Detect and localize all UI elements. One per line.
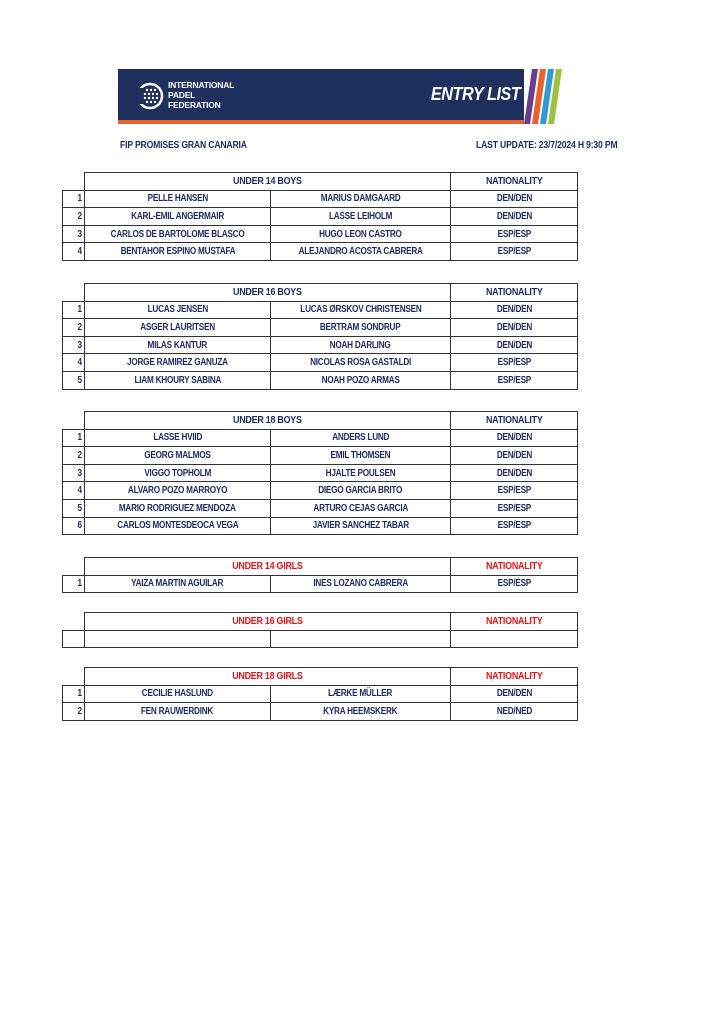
player-1 bbox=[85, 319, 271, 337]
nationality-text: ESP/ESP bbox=[497, 357, 531, 369]
nationality-text: NED/NED bbox=[496, 705, 532, 717]
nationality bbox=[451, 190, 578, 208]
nationality-text: DEN/DEN bbox=[496, 467, 532, 479]
player-1 bbox=[85, 371, 271, 389]
table-row bbox=[63, 371, 578, 389]
nationality bbox=[451, 482, 578, 500]
row-number bbox=[63, 575, 85, 593]
org-line-1: INTERNATIONAL bbox=[168, 80, 235, 90]
fip-logo-icon bbox=[136, 79, 164, 113]
player-1 bbox=[85, 517, 271, 535]
row-number-text: 4 bbox=[77, 246, 82, 258]
nationality bbox=[451, 447, 578, 465]
section-title bbox=[85, 284, 451, 302]
player-2-text: BERTRAM SONDRUP bbox=[320, 321, 401, 333]
table-row bbox=[63, 630, 578, 648]
header-spacer bbox=[63, 173, 85, 191]
nationality bbox=[451, 575, 578, 593]
header-spacer bbox=[63, 668, 85, 686]
nationality-text: DEN/DEN bbox=[496, 449, 532, 461]
row-number bbox=[63, 190, 85, 208]
row-number bbox=[63, 429, 85, 447]
nationality bbox=[451, 319, 578, 337]
player-1-text: LASSE HVIID bbox=[153, 432, 202, 444]
nationality bbox=[451, 243, 578, 261]
row-number bbox=[63, 517, 85, 535]
nationality bbox=[451, 429, 578, 447]
table-row bbox=[63, 685, 578, 703]
row-number-text: 4 bbox=[77, 485, 82, 497]
row-number-text: 3 bbox=[77, 339, 82, 351]
nationality-text: ESP/ESP bbox=[497, 374, 531, 386]
nationality-text: DEN/DEN bbox=[496, 339, 532, 351]
table-row bbox=[63, 517, 578, 535]
row-number-text: 5 bbox=[77, 502, 82, 514]
player-2-text: EMIL THOMSEN bbox=[330, 449, 391, 461]
player-2-text: MARIUS DAMGAARD bbox=[320, 193, 401, 205]
row-number bbox=[63, 447, 85, 465]
player-1 bbox=[85, 499, 271, 517]
player-2 bbox=[271, 371, 451, 389]
player-1 bbox=[85, 575, 271, 593]
nationality-header bbox=[451, 284, 578, 302]
table-row bbox=[63, 464, 578, 482]
row-number-text: 1 bbox=[77, 193, 82, 205]
player-1-text: ASGER LAURITSEN bbox=[140, 321, 215, 333]
row-number-text: 1 bbox=[77, 304, 82, 316]
section-table bbox=[62, 612, 578, 648]
player-2 bbox=[271, 190, 451, 208]
nationality-text: ESP/ESP bbox=[497, 485, 531, 497]
player-2 bbox=[271, 243, 451, 261]
section-table bbox=[62, 411, 578, 535]
row-number bbox=[63, 301, 85, 319]
nationality-text: DEN/DEN bbox=[496, 304, 532, 316]
nationality bbox=[451, 208, 578, 226]
row-number bbox=[63, 371, 85, 389]
player-1-text: JORGE RAMIREZ GANUZA bbox=[127, 357, 228, 369]
nationality bbox=[451, 685, 578, 703]
player-1 bbox=[85, 336, 271, 354]
table-row bbox=[63, 225, 578, 243]
nationality-header-text: NATIONALITY bbox=[485, 286, 543, 299]
row-number-text: 1 bbox=[77, 688, 82, 700]
org-name bbox=[168, 80, 234, 110]
table-row bbox=[63, 354, 578, 372]
player-1-text: CECILIE HASLUND bbox=[141, 688, 214, 700]
player-1-text: CARLOS MONTESDEOCA VEGA bbox=[116, 520, 239, 532]
row-number-text: 2 bbox=[77, 705, 82, 717]
section-table bbox=[62, 172, 578, 261]
row-number-text: 2 bbox=[77, 449, 82, 461]
player-1 bbox=[85, 354, 271, 372]
player-2-text: HJALTE POULSEN bbox=[325, 467, 396, 479]
nationality-header bbox=[451, 613, 578, 631]
player-1-text: GEORG MALMOS bbox=[144, 449, 211, 461]
nationality-text: ESP/ESP bbox=[497, 228, 531, 240]
player-1 bbox=[85, 225, 271, 243]
nationality-text: ESP/ESP bbox=[497, 502, 531, 514]
section-table bbox=[62, 283, 578, 390]
color-stripes-icon bbox=[524, 69, 564, 124]
player-1-text: LIAM KHOURY SABINA bbox=[134, 374, 221, 386]
player-2 bbox=[271, 319, 451, 337]
player-2 bbox=[271, 354, 451, 372]
nationality bbox=[451, 301, 578, 319]
player-2 bbox=[271, 447, 451, 465]
header-spacer bbox=[63, 558, 85, 576]
player-2 bbox=[271, 429, 451, 447]
player-2-text: ARTURO CEJAS GARCIA bbox=[313, 502, 408, 514]
table-row bbox=[63, 336, 578, 354]
player-2-text: JAVIER SANCHEZ TABAR bbox=[312, 520, 409, 532]
nationality-header bbox=[451, 558, 578, 576]
nationality bbox=[451, 336, 578, 354]
table-row bbox=[63, 429, 578, 447]
table-row bbox=[63, 499, 578, 517]
nationality bbox=[451, 499, 578, 517]
player-1-text: PELLE HANSEN bbox=[147, 193, 208, 205]
nationality-header-text: NATIONALITY bbox=[485, 670, 543, 683]
section-title bbox=[85, 558, 451, 576]
player-2-text: LASSE LEIHOLM bbox=[328, 210, 393, 222]
nationality bbox=[451, 630, 578, 648]
player-2-text: NOAH DARLING bbox=[330, 339, 391, 351]
row-number-text: 6 bbox=[77, 520, 82, 532]
player-1-text: MARIO RODRIGUEZ MENDOZA bbox=[119, 502, 236, 514]
nationality-text: ESP/ESP bbox=[497, 578, 531, 590]
last-update: LAST UPDATE: 23/7/2024 H 9:30 PM bbox=[476, 139, 618, 151]
nationality bbox=[451, 225, 578, 243]
row-number bbox=[63, 482, 85, 500]
org-line-2: PADEL bbox=[168, 90, 196, 100]
player-1 bbox=[85, 301, 271, 319]
player-2-text: KYRA HEEMSKERK bbox=[323, 705, 398, 717]
section-title bbox=[85, 613, 451, 631]
player-1 bbox=[85, 429, 271, 447]
nationality-header bbox=[451, 173, 578, 191]
section-title-text: UNDER 16 BOYS bbox=[233, 286, 302, 299]
row-number bbox=[63, 319, 85, 337]
row-number-text: 4 bbox=[77, 357, 82, 369]
section-title-text: UNDER 18 GIRLS bbox=[232, 670, 303, 683]
player-2 bbox=[271, 464, 451, 482]
section-header-row bbox=[63, 173, 578, 191]
row-number-text: 2 bbox=[77, 321, 82, 333]
player-1 bbox=[85, 464, 271, 482]
row-number bbox=[63, 703, 85, 721]
player-2-text: NOAH POZO ARMAS bbox=[321, 374, 400, 386]
header-spacer bbox=[63, 412, 85, 430]
nationality-text: ESP/ESP bbox=[497, 520, 531, 532]
player-1-text: YAIZA MARTIN AGUILAR bbox=[131, 578, 224, 590]
nationality-text: DEN/DEN bbox=[496, 688, 532, 700]
row-number bbox=[63, 630, 85, 648]
section-header-row bbox=[63, 558, 578, 576]
row-number-text: 3 bbox=[77, 228, 82, 240]
section-header-row bbox=[63, 613, 578, 631]
player-2 bbox=[271, 301, 451, 319]
nationality-text: DEN/DEN bbox=[496, 321, 532, 333]
section-header-row bbox=[63, 284, 578, 302]
player-2-text: INES LOZANO CABRERA bbox=[313, 578, 408, 590]
player-2 bbox=[271, 630, 451, 648]
player-2 bbox=[271, 225, 451, 243]
nationality-header-text: NATIONALITY bbox=[485, 414, 543, 427]
player-1 bbox=[85, 685, 271, 703]
player-1 bbox=[85, 630, 271, 648]
player-1 bbox=[85, 190, 271, 208]
player-2 bbox=[271, 685, 451, 703]
org-line-3: FEDERATION bbox=[168, 100, 221, 110]
section-title-text: UNDER 14 BOYS bbox=[233, 175, 302, 188]
row-number bbox=[63, 354, 85, 372]
player-1 bbox=[85, 208, 271, 226]
table-row bbox=[63, 575, 578, 593]
section-table bbox=[62, 557, 578, 593]
section-title-text: UNDER 16 GIRLS bbox=[232, 615, 303, 628]
nationality-header-text: NATIONALITY bbox=[485, 615, 543, 628]
player-2 bbox=[271, 499, 451, 517]
row-number-text: 1 bbox=[77, 432, 82, 444]
section-header-row bbox=[63, 668, 578, 686]
table-row bbox=[63, 447, 578, 465]
section-header-row bbox=[63, 412, 578, 430]
nationality-text: ESP/ESP bbox=[497, 246, 531, 258]
player-1 bbox=[85, 482, 271, 500]
nationality bbox=[451, 464, 578, 482]
player-2-text: DIEGO GARCIA BRITO bbox=[318, 485, 403, 497]
nationality-text: DEN/DEN bbox=[496, 193, 532, 205]
tournament-name: FIP PROMISES GRAN CANARIA bbox=[120, 139, 247, 151]
player-2 bbox=[271, 208, 451, 226]
header-spacer bbox=[63, 284, 85, 302]
nationality bbox=[451, 703, 578, 721]
row-number-text: 2 bbox=[77, 210, 82, 222]
banner-underline bbox=[118, 120, 524, 124]
player-1 bbox=[85, 243, 271, 261]
nationality bbox=[451, 354, 578, 372]
player-1-text: CARLOS DE BARTOLOME BLASCO bbox=[110, 228, 245, 240]
player-2 bbox=[271, 703, 451, 721]
row-number bbox=[63, 208, 85, 226]
player-2 bbox=[271, 517, 451, 535]
player-1-text: FEN RAUWERDINK bbox=[141, 705, 214, 717]
nationality-header bbox=[451, 412, 578, 430]
page-title: ENTRY LIST bbox=[430, 84, 520, 104]
row-number-text: 5 bbox=[77, 374, 82, 386]
nationality bbox=[451, 517, 578, 535]
nationality bbox=[451, 371, 578, 389]
nationality-header-text: NATIONALITY bbox=[485, 175, 543, 188]
player-2-text: LÆRKE MÜLLER bbox=[328, 688, 393, 700]
player-2 bbox=[271, 336, 451, 354]
player-2 bbox=[271, 482, 451, 500]
row-number bbox=[63, 225, 85, 243]
table-row bbox=[63, 301, 578, 319]
player-1-text: VIGGO TOPHOLM bbox=[144, 467, 211, 479]
player-2 bbox=[271, 575, 451, 593]
player-2-text: ALEJANDRO ACOSTA CABRERA bbox=[298, 246, 423, 258]
row-number bbox=[63, 243, 85, 261]
player-1-text: BENTAHOR ESPINO MUSTAFA bbox=[120, 246, 235, 258]
player-2-text: HUGO LEON CASTRO bbox=[319, 228, 402, 240]
player-2-text: LUCAS ØRSKOV CHRISTENSEN bbox=[299, 304, 422, 316]
nationality-header bbox=[451, 668, 578, 686]
table-row bbox=[63, 208, 578, 226]
table-row bbox=[63, 703, 578, 721]
player-1-text: KARL-EMIL ANGERMAIR bbox=[131, 210, 224, 222]
row-number-text: 3 bbox=[77, 467, 82, 479]
nationality-text: DEN/DEN bbox=[496, 432, 532, 444]
player-1 bbox=[85, 447, 271, 465]
section-title bbox=[85, 173, 451, 191]
player-1-text: MILAS KANTUR bbox=[147, 339, 208, 351]
row-number bbox=[63, 685, 85, 703]
section-title-text: UNDER 18 BOYS bbox=[233, 414, 302, 427]
section-title-text: UNDER 14 GIRLS bbox=[232, 560, 303, 573]
section-title bbox=[85, 668, 451, 686]
row-number bbox=[63, 336, 85, 354]
header-banner bbox=[118, 69, 564, 124]
player-1 bbox=[85, 703, 271, 721]
header-spacer bbox=[63, 613, 85, 631]
player-1-text: ALVARO POZO MARROYO bbox=[127, 485, 228, 497]
table-row bbox=[63, 190, 578, 208]
nationality-text: DEN/DEN bbox=[496, 210, 532, 222]
row-number-text: 1 bbox=[77, 578, 82, 590]
player-1-text: LUCAS JENSEN bbox=[147, 304, 208, 316]
section-title bbox=[85, 412, 451, 430]
table-row bbox=[63, 482, 578, 500]
row-number bbox=[63, 464, 85, 482]
table-row bbox=[63, 243, 578, 261]
nationality-header-text: NATIONALITY bbox=[485, 560, 543, 573]
table-row bbox=[63, 319, 578, 337]
player-2-text: ANDERS LUND bbox=[332, 432, 389, 444]
player-2-text: NICOLAS ROSA GASTALDI bbox=[310, 357, 411, 369]
row-number bbox=[63, 499, 85, 517]
section-table bbox=[62, 667, 578, 721]
